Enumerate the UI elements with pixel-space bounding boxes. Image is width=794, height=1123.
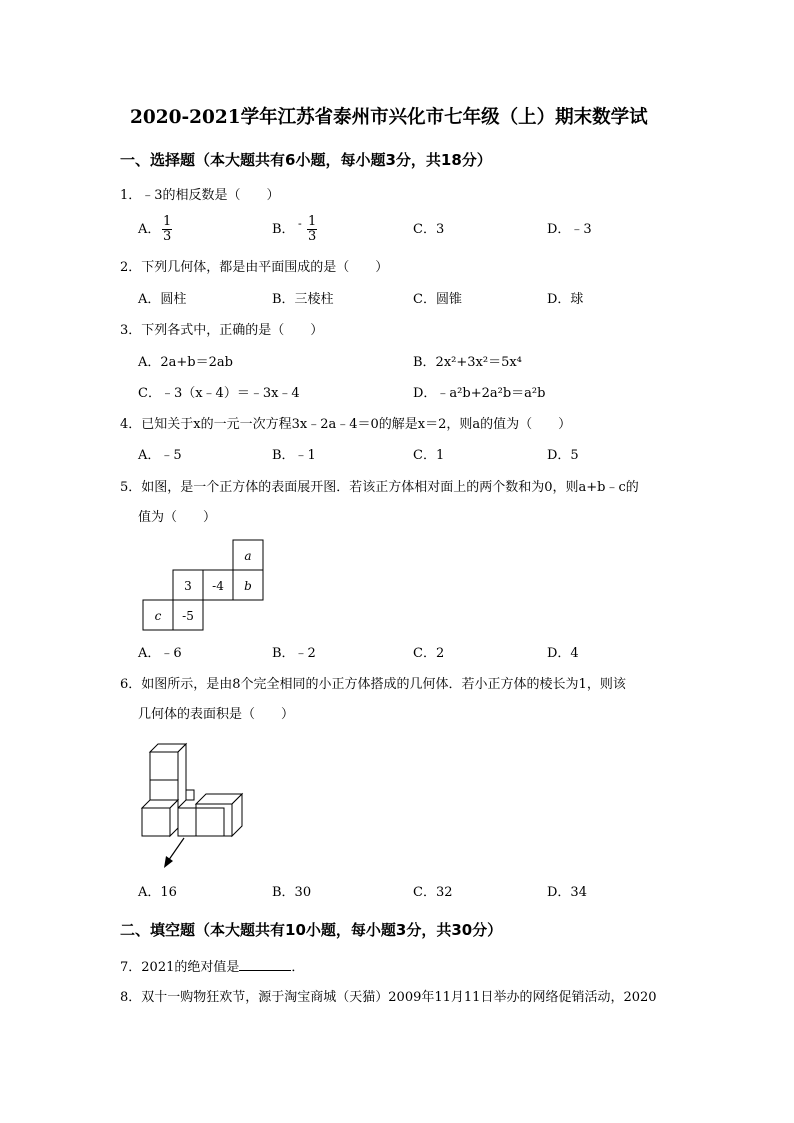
q1-b-numerator: 1 — [308, 214, 317, 229]
q1-a-denominator: 3 — [163, 229, 172, 244]
q1-option-b-fraction — [307, 215, 317, 244]
question-4-stem: 4．已知关于x的一元一次方程3x﹣2a﹣4＝0的解是x＝2，则a的值为（ ） — [120, 417, 572, 432]
question-8-stem: 8．双十一购物狂欢节，源于淘宝商城（天猫）2009年11月11日举办的网络促销活动，2020 — [120, 990, 657, 1005]
q5-option-a: A．﹣6 — [138, 646, 182, 661]
q5-option-c: C．2 — [413, 646, 445, 661]
q6-option-b: B．30 — [272, 885, 312, 900]
left-front-cube — [142, 808, 170, 836]
q3-option-c: C．﹣3（x﹣4）＝﹣3x﹣4 — [138, 386, 300, 401]
question-3-stem: 3．下列各式中，正确的是（ ） — [120, 323, 324, 338]
q4-option-c: C．1 — [413, 448, 445, 463]
q1-option-b-label: B． — [272, 222, 295, 237]
section-heading-fill-in: 二、填空题（本大题共有10小题，每小题3分，共30分） — [120, 921, 503, 939]
q3-option-d: D．﹣a²b+2a²b＝a²b — [413, 386, 546, 401]
q7-end: ． — [291, 960, 305, 975]
q1-option-a-label: A． — [138, 222, 161, 237]
question-5-stem-line1: 5．如图，是一个正方体的表面展开图．若该正方体相对面上的两个数和为0，则a+b﹣c的 — [120, 480, 639, 495]
q3-option-a: A．2a+b＝2ab — [138, 355, 233, 370]
q6-option-c: C．32 — [413, 885, 453, 900]
q7-answer-blank — [239, 958, 291, 971]
q1-option-a-fraction — [162, 215, 172, 244]
net-label-neg5: -5 — [182, 609, 194, 623]
question-5-stem-line2: 值为（ ） — [138, 510, 217, 525]
cube-net-figure — [140, 538, 270, 634]
q3-option-b: B．2x²+3x²＝5x⁴ — [413, 355, 522, 370]
net-label-b: b — [244, 579, 252, 593]
question-1-stem: 1．﹣3的相反数是（ ） — [120, 188, 280, 203]
cube-stack-figure — [136, 740, 248, 872]
q1-b-sign: - — [298, 217, 302, 230]
q2-option-b: B．三棱柱 — [272, 292, 334, 307]
net-label-c: c — [154, 609, 162, 623]
column-side-face — [178, 744, 186, 808]
q4-option-a: A．﹣5 — [138, 448, 182, 463]
q6-option-d: D．34 — [547, 885, 587, 900]
q2-option-c: C．圆锥 — [413, 292, 462, 307]
column-cube-top — [150, 752, 178, 780]
net-label-3: 3 — [184, 579, 192, 593]
section-heading-choice: 一、选择题（本大题共有6小题，每小题3分，共18分） — [120, 151, 492, 169]
net-label-neg4: -4 — [212, 579, 224, 593]
q1-option-c: C．3 — [413, 222, 445, 237]
view-arrow-head — [164, 856, 173, 868]
q1-a-numerator: 1 — [163, 214, 172, 229]
page-title: 2020-2021学年江苏省泰州市兴化市七年级（上）期末数学试 — [130, 107, 648, 128]
q2-option-d: D．球 — [547, 292, 584, 307]
step-cube — [186, 790, 194, 800]
question-2-stem: 2．下列几何体，都是由平面围成的是（ ） — [120, 260, 389, 275]
q7-stem: 7．2021的绝对值是 — [120, 960, 240, 975]
q4-option-b: B．﹣1 — [272, 448, 316, 463]
q2-option-a: A．圆柱 — [138, 292, 187, 307]
question-6-stem-line2: 几何体的表面积是（ ） — [138, 707, 295, 722]
q5-option-b: B．﹣2 — [272, 646, 316, 661]
q1-option-d: D．﹣3 — [547, 222, 592, 237]
q4-option-d: D．5 — [547, 448, 579, 463]
right-front-cube — [196, 808, 224, 836]
q6-option-a: A．16 — [138, 885, 177, 900]
q1-b-denominator: 3 — [308, 229, 317, 244]
net-label-a: a — [244, 549, 252, 563]
question-6-stem-line1: 6．如图所示，是由8个完全相同的小正方体搭成的几何体．若小正方体的棱长为1，则该 — [120, 677, 626, 692]
q5-option-d: D．4 — [547, 646, 579, 661]
question-7 — [120, 958, 304, 976]
